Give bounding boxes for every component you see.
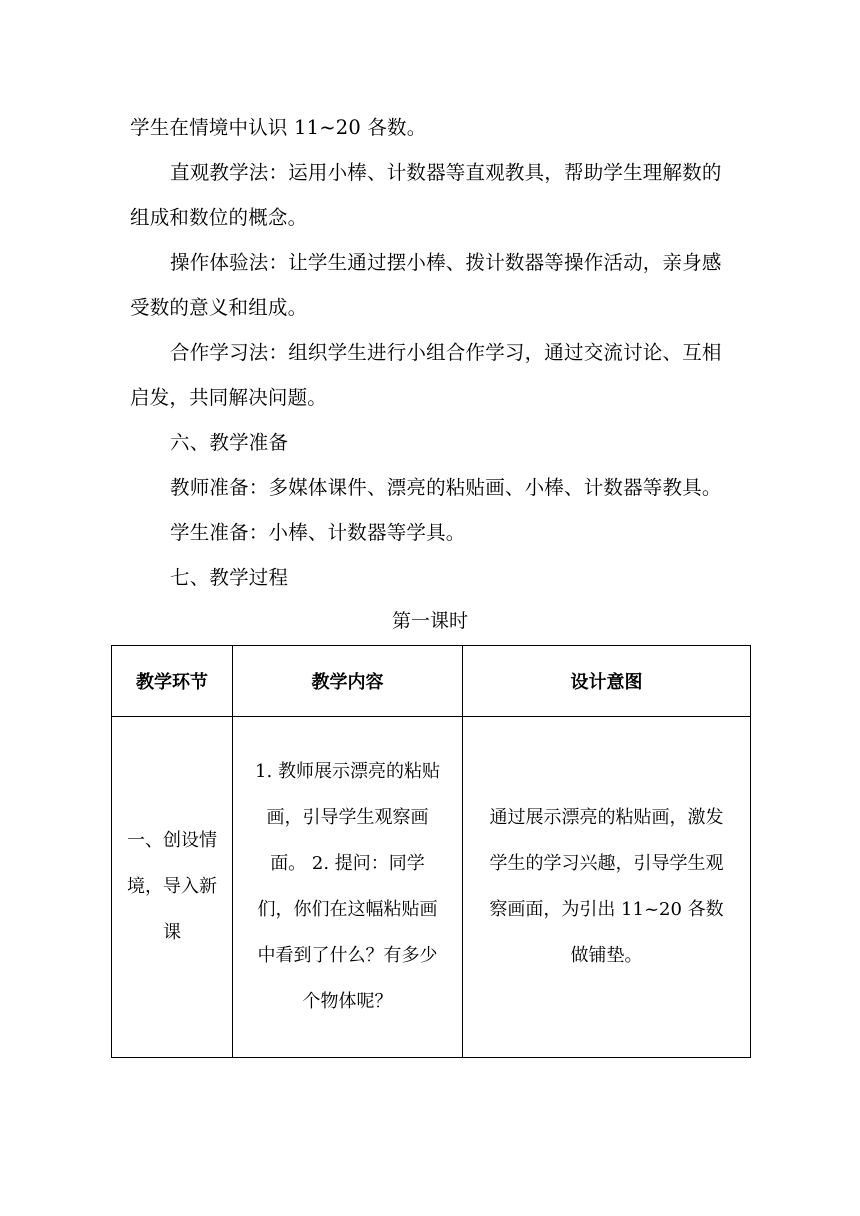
paragraph-student-preparation: 学生准备：小棒、计数器等学具。 xyxy=(170,521,466,544)
content-text: 1. 教师展示漂亮的粘贴画，引导学生观察画面。 2. 提问：同学们，你们在这幅粘贴画中看到了什么？有多少个物体呢？ xyxy=(255,761,440,1012)
cell-stage xyxy=(112,717,233,1058)
section-heading-preparation: 六、教学准备 xyxy=(170,431,289,454)
intent-text: 通过展示漂亮的粘贴画，激发学生的学习兴趣，引导学生观察画面，为引出 11~20 各数做铺垫。 xyxy=(489,807,724,966)
stage-text: 一、创设情境，导入新课 xyxy=(127,830,217,943)
paragraph-teacher-preparation: 教师准备：多媒体课件、漂亮的粘贴画、小棒、计数器等教具。 xyxy=(170,476,722,499)
header-intent: 设计意图 xyxy=(463,646,751,717)
paragraph-continuation: 学生在情境中认识 11~20 各数。 xyxy=(130,116,427,139)
section-heading-process: 七、教学过程 xyxy=(170,566,289,589)
paragraph-cooperative-method: 合作学习法：组织学生进行小组合作学习，通过交流讨论、互相启发，共同解决问题。 xyxy=(130,341,722,409)
lesson-table xyxy=(111,645,751,1058)
table-row xyxy=(112,717,751,1058)
table-caption: 第一课时 xyxy=(391,610,468,632)
paragraph-operation-method: 操作体验法：让学生通过摆小棒、拨计数器等操作活动，亲身感受数的意义和组成。 xyxy=(130,251,722,319)
cell-intent xyxy=(463,717,751,1058)
header-stage: 教学环节 xyxy=(112,646,233,717)
cell-content xyxy=(233,717,463,1058)
table-header-row xyxy=(112,646,751,717)
header-content: 教学内容 xyxy=(233,646,463,717)
paragraph-intuitive-method: 直观教学法：运用小棒、计数器等直观教具，帮助学生理解数的组成和数位的概念。 xyxy=(130,161,722,229)
